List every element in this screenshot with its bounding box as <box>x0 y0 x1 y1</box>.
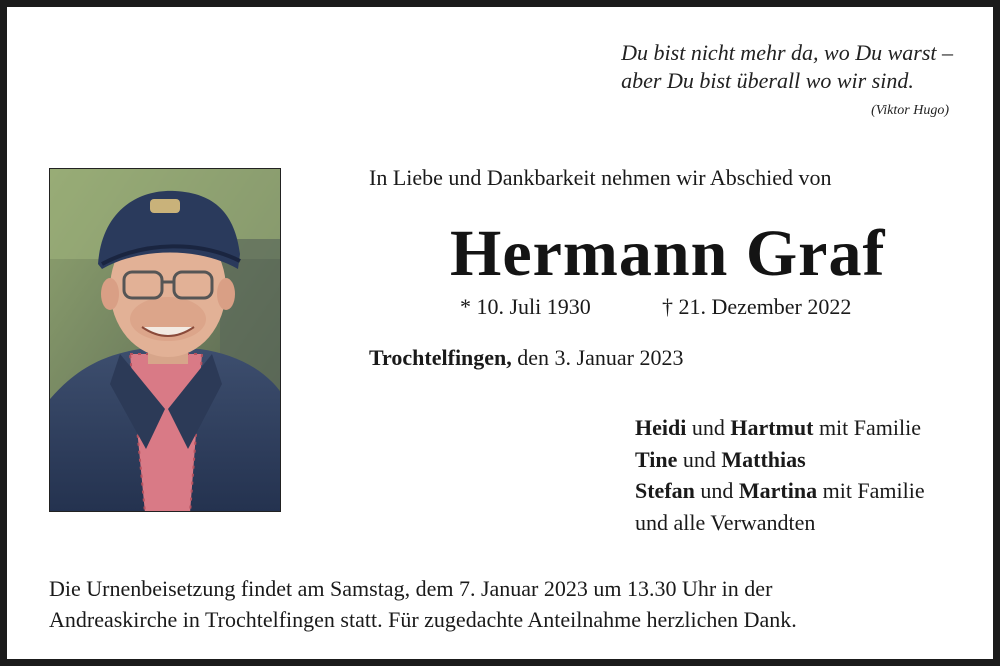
mourner-name: Matthias <box>721 446 806 472</box>
mourner-name: Tine <box>635 446 678 472</box>
quote-author: (Viktor Hugo) <box>871 103 949 118</box>
quote <box>621 39 953 95</box>
closing-line-1: Die Urnenbeisetzung findet am Samstag, dem 7. Januar 2023 um 13.30 Uhr in der <box>49 576 773 601</box>
date: den 3. Januar 2023 <box>517 345 684 370</box>
closing-text <box>49 573 797 635</box>
mourner-name: Heidi <box>635 415 687 440</box>
mourner-name: Stefan <box>635 478 695 503</box>
deceased-name: Hermann Graf <box>450 217 886 290</box>
birth-date: * 10. Juli 1930 <box>460 294 591 319</box>
mourner-suffix: mit Familie <box>822 478 925 503</box>
mourner-line <box>635 444 925 476</box>
quote-line-2: aber Du bist überall wo wir sind. <box>621 68 914 93</box>
intro-text: In Liebe und Dankbarkeit nehmen wir Abschied von <box>369 165 832 190</box>
death-date: † 21. Dezember 2022 <box>662 294 852 319</box>
mourner-line <box>635 475 925 507</box>
mourner-join: und <box>682 446 716 472</box>
mourner-suffix: mit Familie <box>818 415 921 440</box>
mourner-join: und <box>700 478 734 503</box>
mourner-line <box>635 412 925 444</box>
mourner-name: Hartmut <box>730 415 814 440</box>
mourner-line-last: und alle Verwandten <box>635 509 816 535</box>
closing-line-2: Andreaskirche in Trochtelfingen statt. Für zugedachte Anteilnahme herzlichen Dank. <box>49 607 797 632</box>
mourner-name: Martina <box>738 478 818 503</box>
portrait-photo <box>49 168 281 512</box>
mourners <box>635 412 925 538</box>
place: Trochtelfingen, <box>369 345 512 370</box>
quote-line-1: Du bist nicht mehr da, wo Du warst – <box>621 40 953 65</box>
mourner-join: und <box>691 415 725 440</box>
place-date <box>369 345 683 371</box>
